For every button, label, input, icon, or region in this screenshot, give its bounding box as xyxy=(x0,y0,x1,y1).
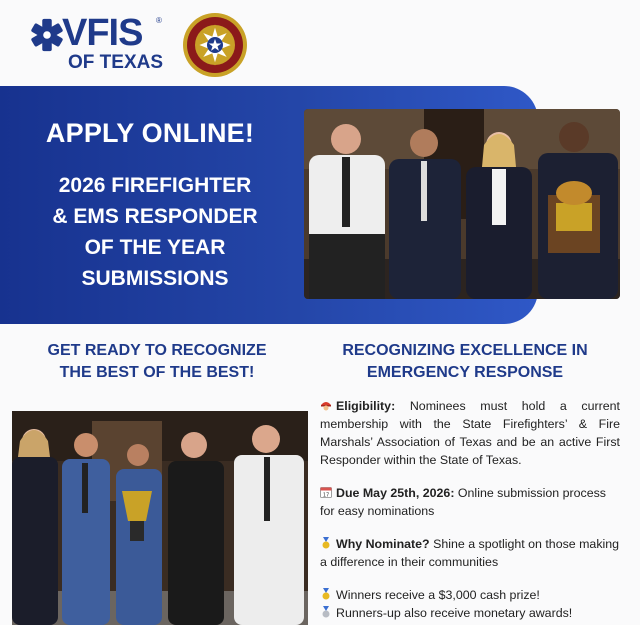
registered-mark: ® xyxy=(156,16,162,25)
firefighter-icon xyxy=(320,399,332,411)
prize-runners-up xyxy=(320,604,620,622)
vfis-logo xyxy=(28,14,168,76)
due-text: Online submission process for easy nominations xyxy=(320,486,606,518)
silver-medal-icon xyxy=(320,606,332,618)
prize-winners-text: Winners receive a $3,000 cash prize! xyxy=(336,588,540,602)
why-label: Why Nominate? xyxy=(336,537,430,551)
banner-subtitle-line: & EMS RESPONDER xyxy=(52,205,258,228)
eligibility-label: Eligibility: xyxy=(336,399,396,413)
svg-text:17: 17 xyxy=(322,492,330,498)
banner-subtitle-line: OF THE YEAR xyxy=(84,236,226,259)
banner-subtitle-line: 2026 FIREFIGHTER xyxy=(58,174,252,197)
due-label: Due May 25th, 2026: xyxy=(336,486,455,500)
right-heading-line: RECOGNIZING EXCELLENCE IN xyxy=(342,342,588,359)
right-heading-line: EMERGENCY RESPONSE xyxy=(366,364,564,381)
banner-title: APPLY ONLINE! xyxy=(45,118,255,148)
brand-word: VFIS xyxy=(62,12,143,54)
brand-subtitle: OF TEXAS xyxy=(68,52,164,73)
left-heading-line: THE BEST OF THE BEST! xyxy=(59,364,255,381)
association-seal-icon xyxy=(182,12,248,78)
right-heading xyxy=(312,340,618,384)
gold-medal-icon xyxy=(320,588,332,600)
award-photo-bottom xyxy=(12,411,308,625)
why-paragraph xyxy=(320,535,620,571)
left-heading xyxy=(14,340,300,384)
banner-subtitle xyxy=(0,170,310,294)
left-heading-line: GET READY TO RECOGNIZE xyxy=(47,342,267,359)
star-of-life-icon xyxy=(28,16,66,54)
prize-runners-up-text: Runners-up also receive monetary awards! xyxy=(336,606,573,620)
prize-winners xyxy=(320,586,620,604)
eligibility-text: Nominees must hold a current membership with the State Firefighters’ & Fire Marshals’ Association of Texas and be an active First Responder within the State of Texas. xyxy=(320,399,620,467)
due-paragraph xyxy=(320,484,620,520)
calendar-icon xyxy=(320,486,332,498)
banner-subtitle-line: SUBMISSIONS xyxy=(81,267,229,290)
why-text: Shine a spotlight on those making a difference in their communities xyxy=(320,537,620,569)
eligibility-paragraph xyxy=(320,397,620,469)
award-photo-top xyxy=(304,109,620,299)
medal-icon xyxy=(320,537,332,549)
